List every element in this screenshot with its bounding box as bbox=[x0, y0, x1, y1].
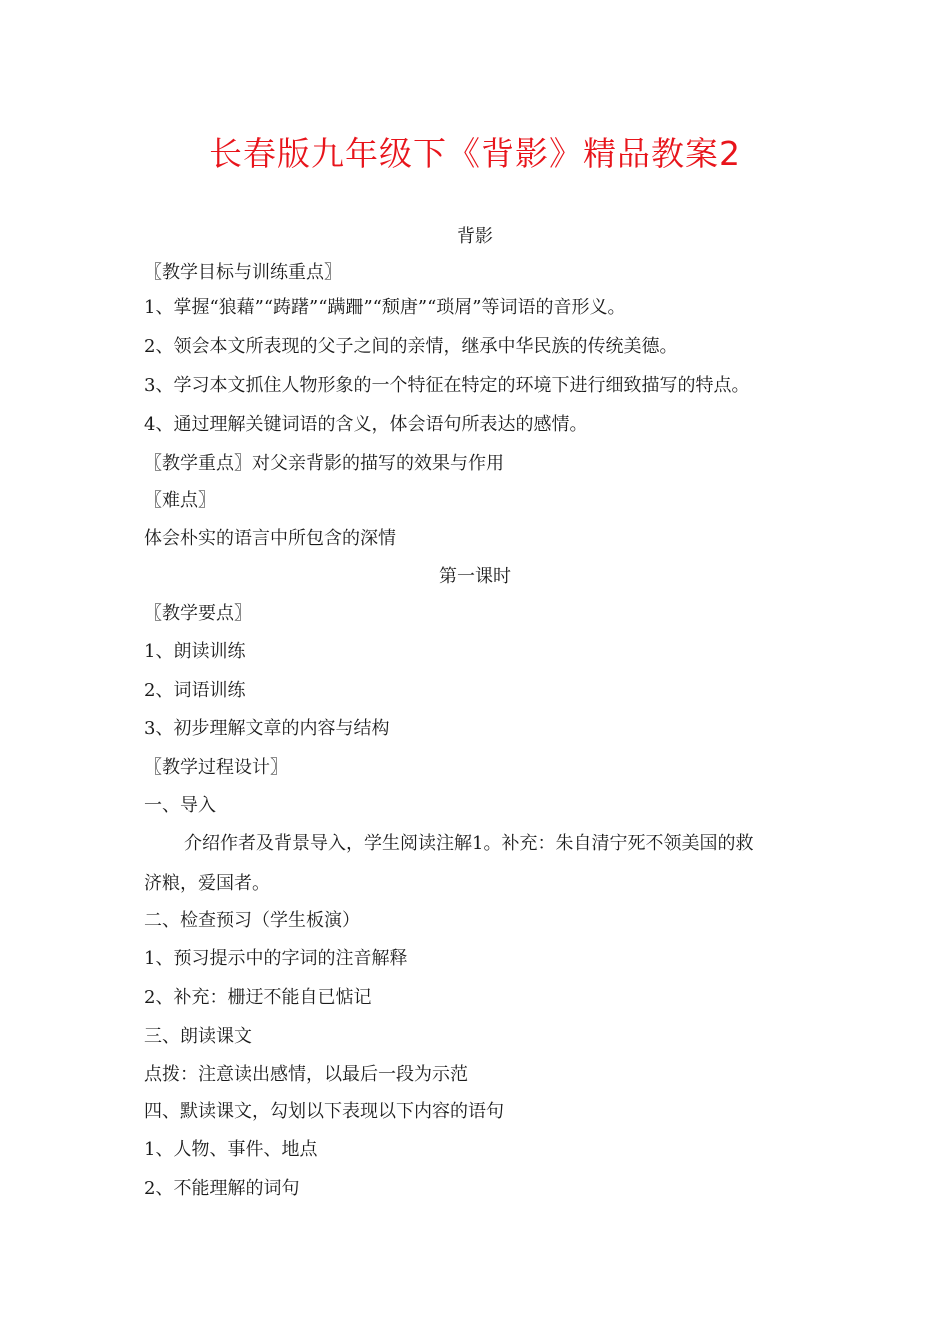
section-item: 1、人物、事件、地点 bbox=[144, 1139, 318, 1160]
essential-item: 3、初步理解文章的内容与结构 bbox=[144, 718, 390, 739]
objective-item: 2、领会本文所表现的父子之间的亲情，继承中华民族的传统美德。 bbox=[144, 336, 678, 357]
objectives-heading: 〖教学目标与训练重点〗 bbox=[144, 262, 342, 283]
section-heading: 四、默读课文，勾划以下表现以下内容的语句 bbox=[144, 1101, 504, 1122]
section-item: 1、预习提示中的字词的注音解释 bbox=[144, 948, 408, 969]
section-item: 2、不能理解的词句 bbox=[144, 1178, 300, 1199]
process-heading: 〖教学过程设计〗 bbox=[144, 757, 288, 778]
section-tip: 点拨：注意读出感情，以最后一段为示范 bbox=[144, 1064, 468, 1085]
section-paragraph-continued: 济粮，爱国者。 bbox=[144, 873, 270, 894]
section-heading: 三、朗读课文 bbox=[144, 1026, 252, 1047]
section-heading: 一、导入 bbox=[144, 795, 216, 816]
section-heading: 二、检查预习（学生板演） bbox=[144, 910, 360, 931]
objective-item: 1、掌握“狼藉”“踌躇”“蹒跚”“颓唐”“琐屑”等词语的音形义。 bbox=[144, 297, 626, 318]
essentials-heading: 〖教学要点〗 bbox=[144, 603, 252, 624]
difficulty-text: 体会朴实的语言中所包含的深情 bbox=[144, 528, 396, 549]
essential-item: 2、词语训练 bbox=[144, 680, 246, 701]
objective-item: 4、通过理解关键词语的含义，体会语句所表达的感情。 bbox=[144, 414, 588, 435]
lesson-title: 背影 bbox=[457, 226, 493, 247]
key-point: 〖教学重点〗对父亲背影的描写的效果与作用 bbox=[144, 453, 504, 474]
lesson-heading: 第一课时 bbox=[439, 566, 511, 587]
section-item: 2、补充：栅迂不能自已惦记 bbox=[144, 987, 372, 1008]
objective-item: 3、学习本文抓住人物形象的一个特征在特定的环境下进行细致描写的特点。 bbox=[144, 375, 750, 396]
essential-item: 1、朗读训练 bbox=[144, 641, 246, 662]
section-paragraph: 介绍作者及背景导入，学生阅读注解1。补充：朱自清宁死不领美国的救 bbox=[184, 833, 754, 854]
difficulty-heading: 〖难点〗 bbox=[144, 490, 216, 511]
document-title: 长春版九年级下《背影》精品教案2 bbox=[209, 134, 741, 173]
